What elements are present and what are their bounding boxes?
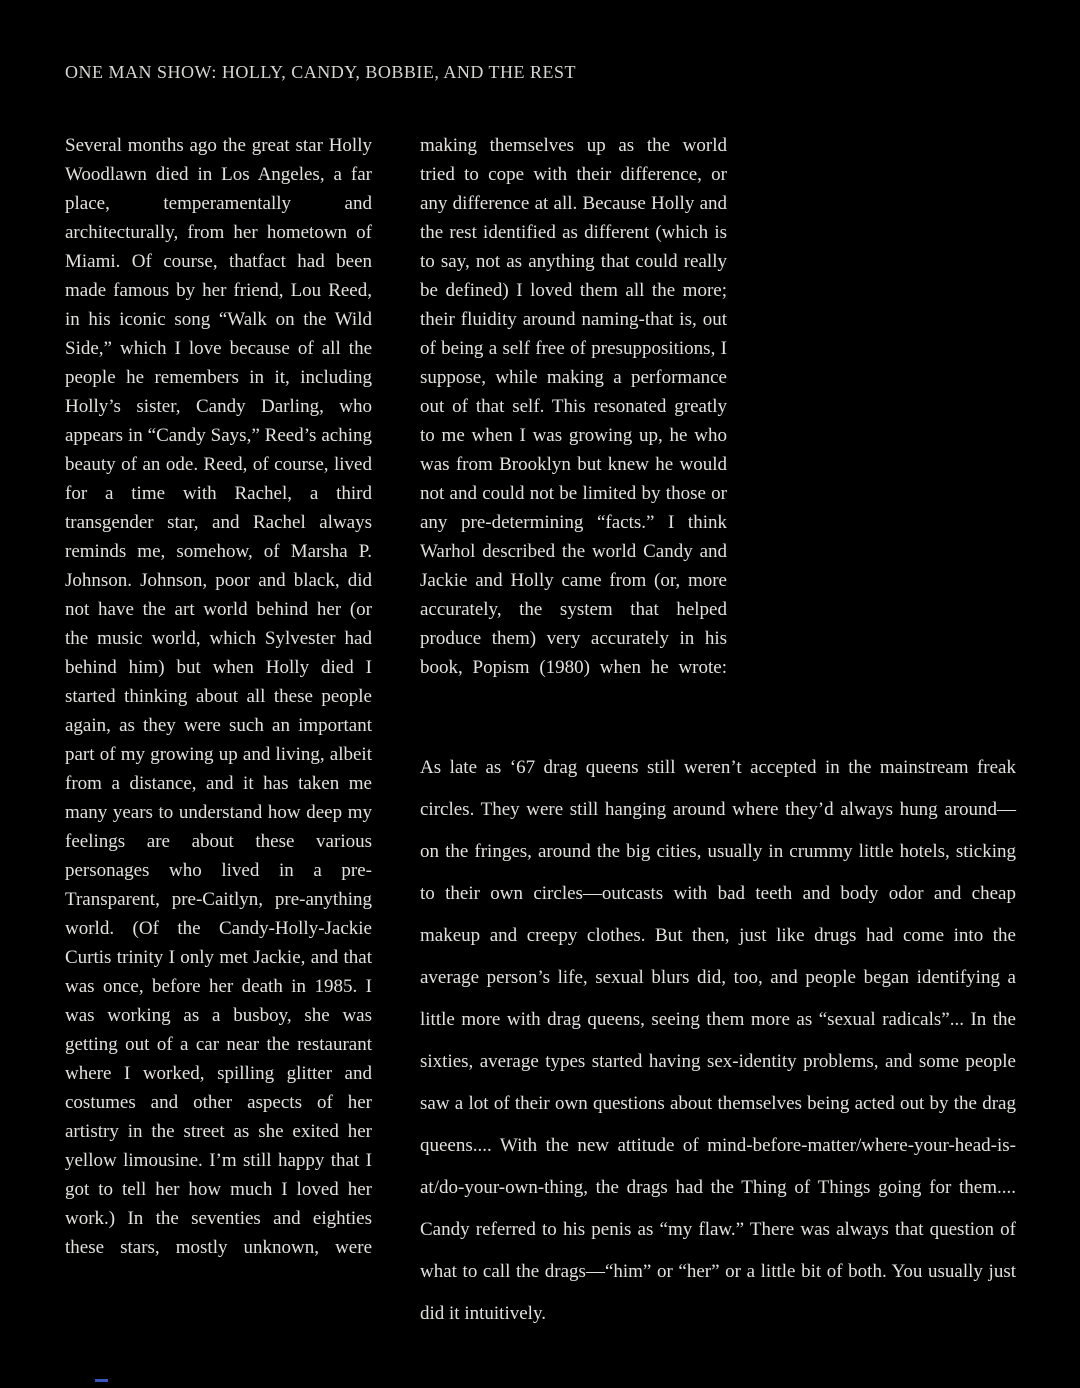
page-marker: [95, 1379, 108, 1382]
article-paragraph-left: Several months ago the great star Holly Woodlawn died in Los Angeles, a far place, temperamentally and architecturally, from her hometown of Miami. Of course, thatfact had been made famous by her friend, Lou Reed, in his iconic song “Walk on the Wild Side,” which I love because of all the people he remembers in it, including Holly’s sister, Candy Darling, who appears in “Candy Says,” Reed’s aching beauty of an ode. Reed, of course, lived for a time with Rachel, a third transgender star, and Rachel always reminds me, somehow, of Marsha P. Johnson. Johnson, poor and black, did not have the art world behind her (or the music world, which Sylvester had behind him) but when Holly died I started thinking about all these people again, as they were such an important part of my growing up and living, albeit from a distance, and it has taken me many years to understand how deep my feelings are about these various personages who lived in a pre-Transparent, pre-Caitlyn, pre-anything world. (Of the Candy-Holly-Jackie Curtis trinity I only met Jackie, and that was once, before her death in 1985. I was working as a busboy, she was getting out of a car near the restaurant where I worked, spilling glitter and costumes and other aspects of her artistry in the street as she exited her yellow limousine. I’m still happy that I got to tell her how much I loved her work.) In the seventies and eighties these stars, mostly unknown, were: [65, 135, 372, 1258]
article-column-right: [420, 131, 727, 682]
article-column-left: [65, 131, 372, 1262]
popism-blockquote: As late as ‘67 drag queens still weren’t accepted in the mainstream freak circles. They were still hanging around where they’d always hung around—on the fringes, around the big cities, usually in crummy little hotels, sticking to their own circles—outcasts with bad teeth and body odor and cheap makeup and creepy clothes. But then, just like drugs had come into the average person’s life, sexual blurs did, too, and people began identifying a little more with drag queens, seeing them more as “sexual radicals”... In the sixties, average types started having sex-identity problems, and some people saw a lot of their own questions about themselves being acted out by the drag queens.... With the new attitude of mind-before-matter/where-your-head-is-at/do-your-own-thing, the drags had the Thing of Things going for them.... Candy referred to his penis as “my flaw.” There was always that question of what to call the drags—“him” or “her” or a little bit of both. You usually just did it intuitively.: [420, 757, 1016, 1324]
page-title: ONE MAN SHOW: HOLLY, CANDY, BOBBIE, AND THE REST: [65, 62, 577, 82]
article-paragraph-right: making themselves up as the world tried to cope with their difference, or any difference at all. Because Holly and the rest identified as different (which is to say, not as anything that could really be defined) I loved them all the more; their fluidity around naming-that is, out of being a self free of presuppositions, I suppose, while making a performance out of that self. This resonated greatly to me when I was growing up, he who was from Brooklyn but knew he would not and could not be limited by those or any pre-determining “facts.” I think Warhol described the world Candy and Jackie and Holly came from (or, more accurately, the system that helped produce them) very accurately in his book, Popism (1980) when he wrote:: [420, 135, 727, 678]
